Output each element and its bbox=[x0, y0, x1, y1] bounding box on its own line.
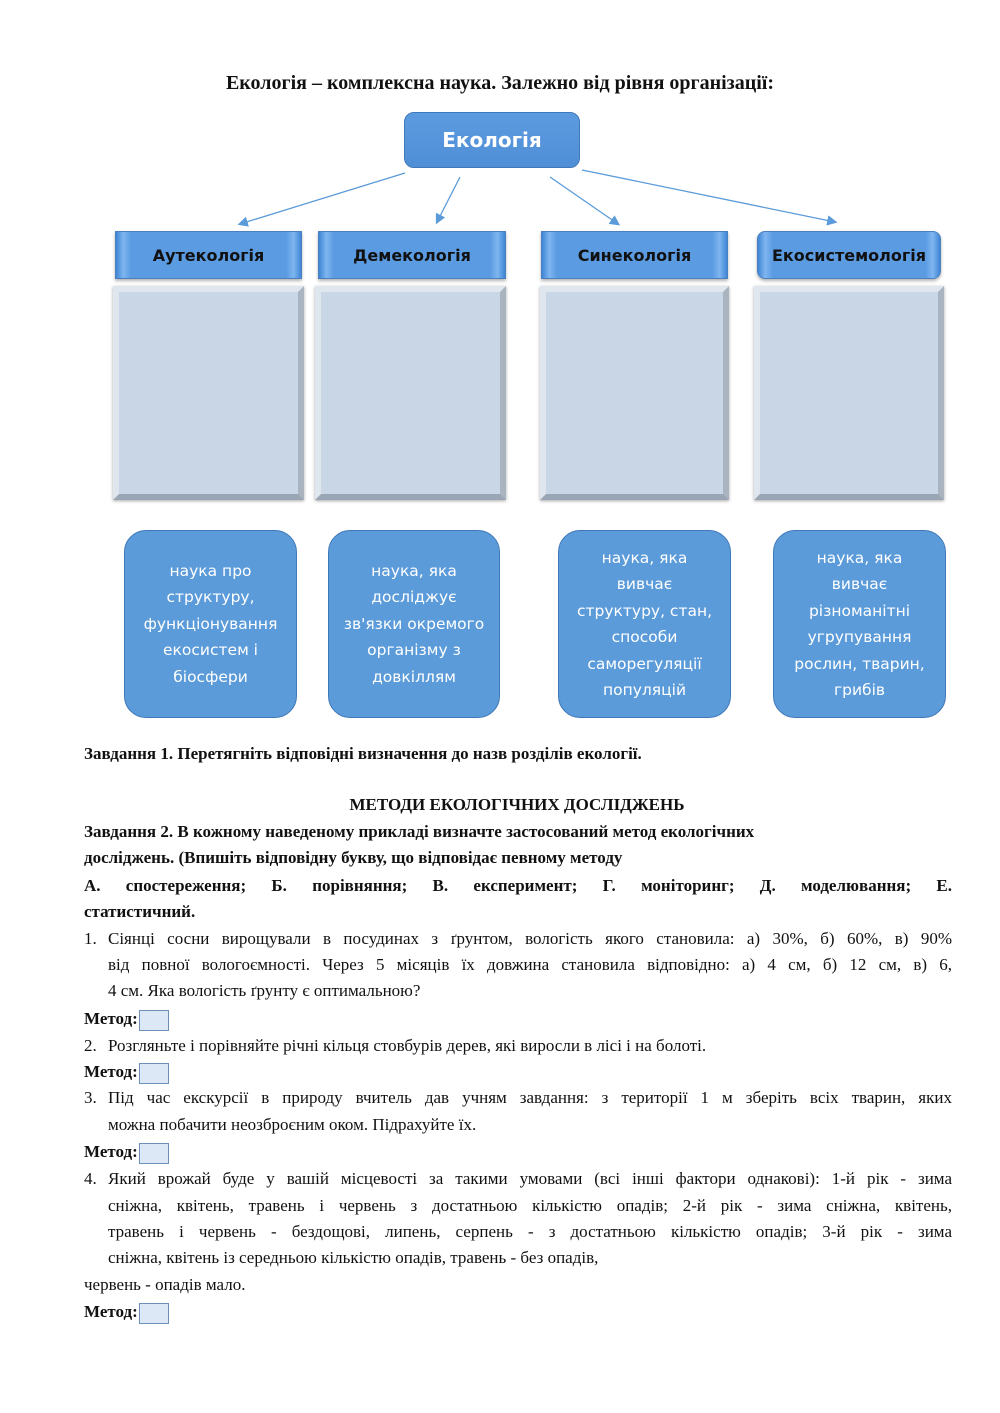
task2-line2: досліджень. (Впишіть відповідну букву, що відповідає певному методу bbox=[84, 848, 623, 867]
arrow-3 bbox=[550, 177, 618, 224]
question-text: травень і червень - бездощові, липень, серпень - з достатньою кількістю опадів; 3-й рік - зима bbox=[108, 1222, 952, 1241]
branch-demecology: Демекологія bbox=[318, 231, 506, 279]
question-number: 4. bbox=[84, 1169, 97, 1188]
method-answer-input-1[interactable] bbox=[139, 1010, 169, 1031]
method-answer-input-4[interactable] bbox=[139, 1303, 169, 1324]
question-text: від повної вологоємності. Через 5 місяців їх довжина становила відповідно: а) 4 см, б) 12 см, в) 6, bbox=[108, 955, 952, 974]
question-text: можна побачити неозброєним оком. Підрахуйте їх. bbox=[108, 1115, 477, 1134]
method-label: Метод: bbox=[84, 1302, 138, 1321]
definition-card[interactable]: наука, яка вивчає різноманітні угрупування рослин, тварин, грибів bbox=[773, 530, 946, 718]
methods-list: А. спостереження; Б. порівняння; В. експеримент; Г. моніторинг; Д. моделювання; Е. bbox=[84, 876, 952, 895]
method-answer-input-2[interactable] bbox=[139, 1063, 169, 1084]
arrow-2 bbox=[437, 177, 460, 222]
arrow-1 bbox=[240, 173, 405, 224]
branch-ecosystemology: Екосистемологія bbox=[757, 231, 941, 279]
drop-zone-1[interactable] bbox=[113, 286, 304, 500]
question-number: 2. bbox=[84, 1036, 97, 1055]
question-text: Під час екскурсії в природу вчитель дав учням завдання: з території 1 м зберіть всіх тварин, яких bbox=[108, 1088, 952, 1107]
definition-card[interactable]: наука, яка вивчає структуру, стан, способи саморегуляції популяцій bbox=[558, 530, 731, 718]
question-text: Розгляньте і порівняйте річні кільця стовбурів дерев, які виросли в лісі і на болоті. bbox=[108, 1036, 707, 1055]
question-number: 1. bbox=[84, 929, 97, 948]
drop-zone-3[interactable] bbox=[540, 286, 729, 500]
drop-zone-2[interactable] bbox=[315, 286, 506, 500]
task2-line1: Завдання 2. В кожному наведеному прикладі визначте застосований метод екологічних bbox=[84, 822, 755, 841]
method-label: Метод: bbox=[84, 1062, 138, 1081]
methods-list-end: статистичний. bbox=[84, 902, 196, 921]
task1-instruction: Завдання 1. Перетягніть відповідні визначення до назв розділів екології. bbox=[84, 744, 642, 763]
method-label: Метод: bbox=[84, 1142, 138, 1161]
definition-card[interactable]: наука, яка досліджує зв'язки окремого організму з довкіллям bbox=[328, 530, 500, 718]
section-heading: МЕТОДИ ЕКОЛОГІЧНИХ ДОСЛІДЖЕНЬ bbox=[349, 795, 685, 814]
method-answer-input-3[interactable] bbox=[139, 1143, 169, 1164]
definition-card[interactable]: наука про структуру, функціонування екосистем і біосфери bbox=[124, 530, 297, 718]
branch-synecology: Синекологія bbox=[541, 231, 728, 279]
page-title: Екологія – комплексна наука. Залежно від рівня організації: bbox=[225, 72, 775, 94]
arrow-4 bbox=[582, 170, 835, 222]
question-number: 3. bbox=[84, 1088, 97, 1107]
question-text: 4 см. Яка вологість ґрунту є оптимальною? bbox=[108, 981, 421, 1000]
question-text: Сіянці сосни вирощували в посудинах з ґрунтом, вологість якого становила: а) 30%, б) 60%, в) 90% bbox=[108, 929, 952, 948]
drop-zone-4[interactable] bbox=[754, 286, 944, 500]
question-text: Який врожай буде у вашій місцевості за такими умовами (всі інші фактори однакові): 1-й рік - зима bbox=[108, 1169, 952, 1188]
question-text: сніжна, квітень із середньою кількістю опадів, травень - без опадів, bbox=[108, 1248, 599, 1267]
method-label: Метод: bbox=[84, 1009, 138, 1028]
question-text: сніжна, квітень, травень і червень з достатньою кількістю опадів; 2-й рік - зима сніжна, квітень, bbox=[108, 1196, 952, 1215]
question-text: червень - опадів мало. bbox=[84, 1275, 246, 1294]
branch-autecology: Аутекологія bbox=[115, 231, 302, 279]
root-node: Екологія bbox=[404, 112, 580, 168]
